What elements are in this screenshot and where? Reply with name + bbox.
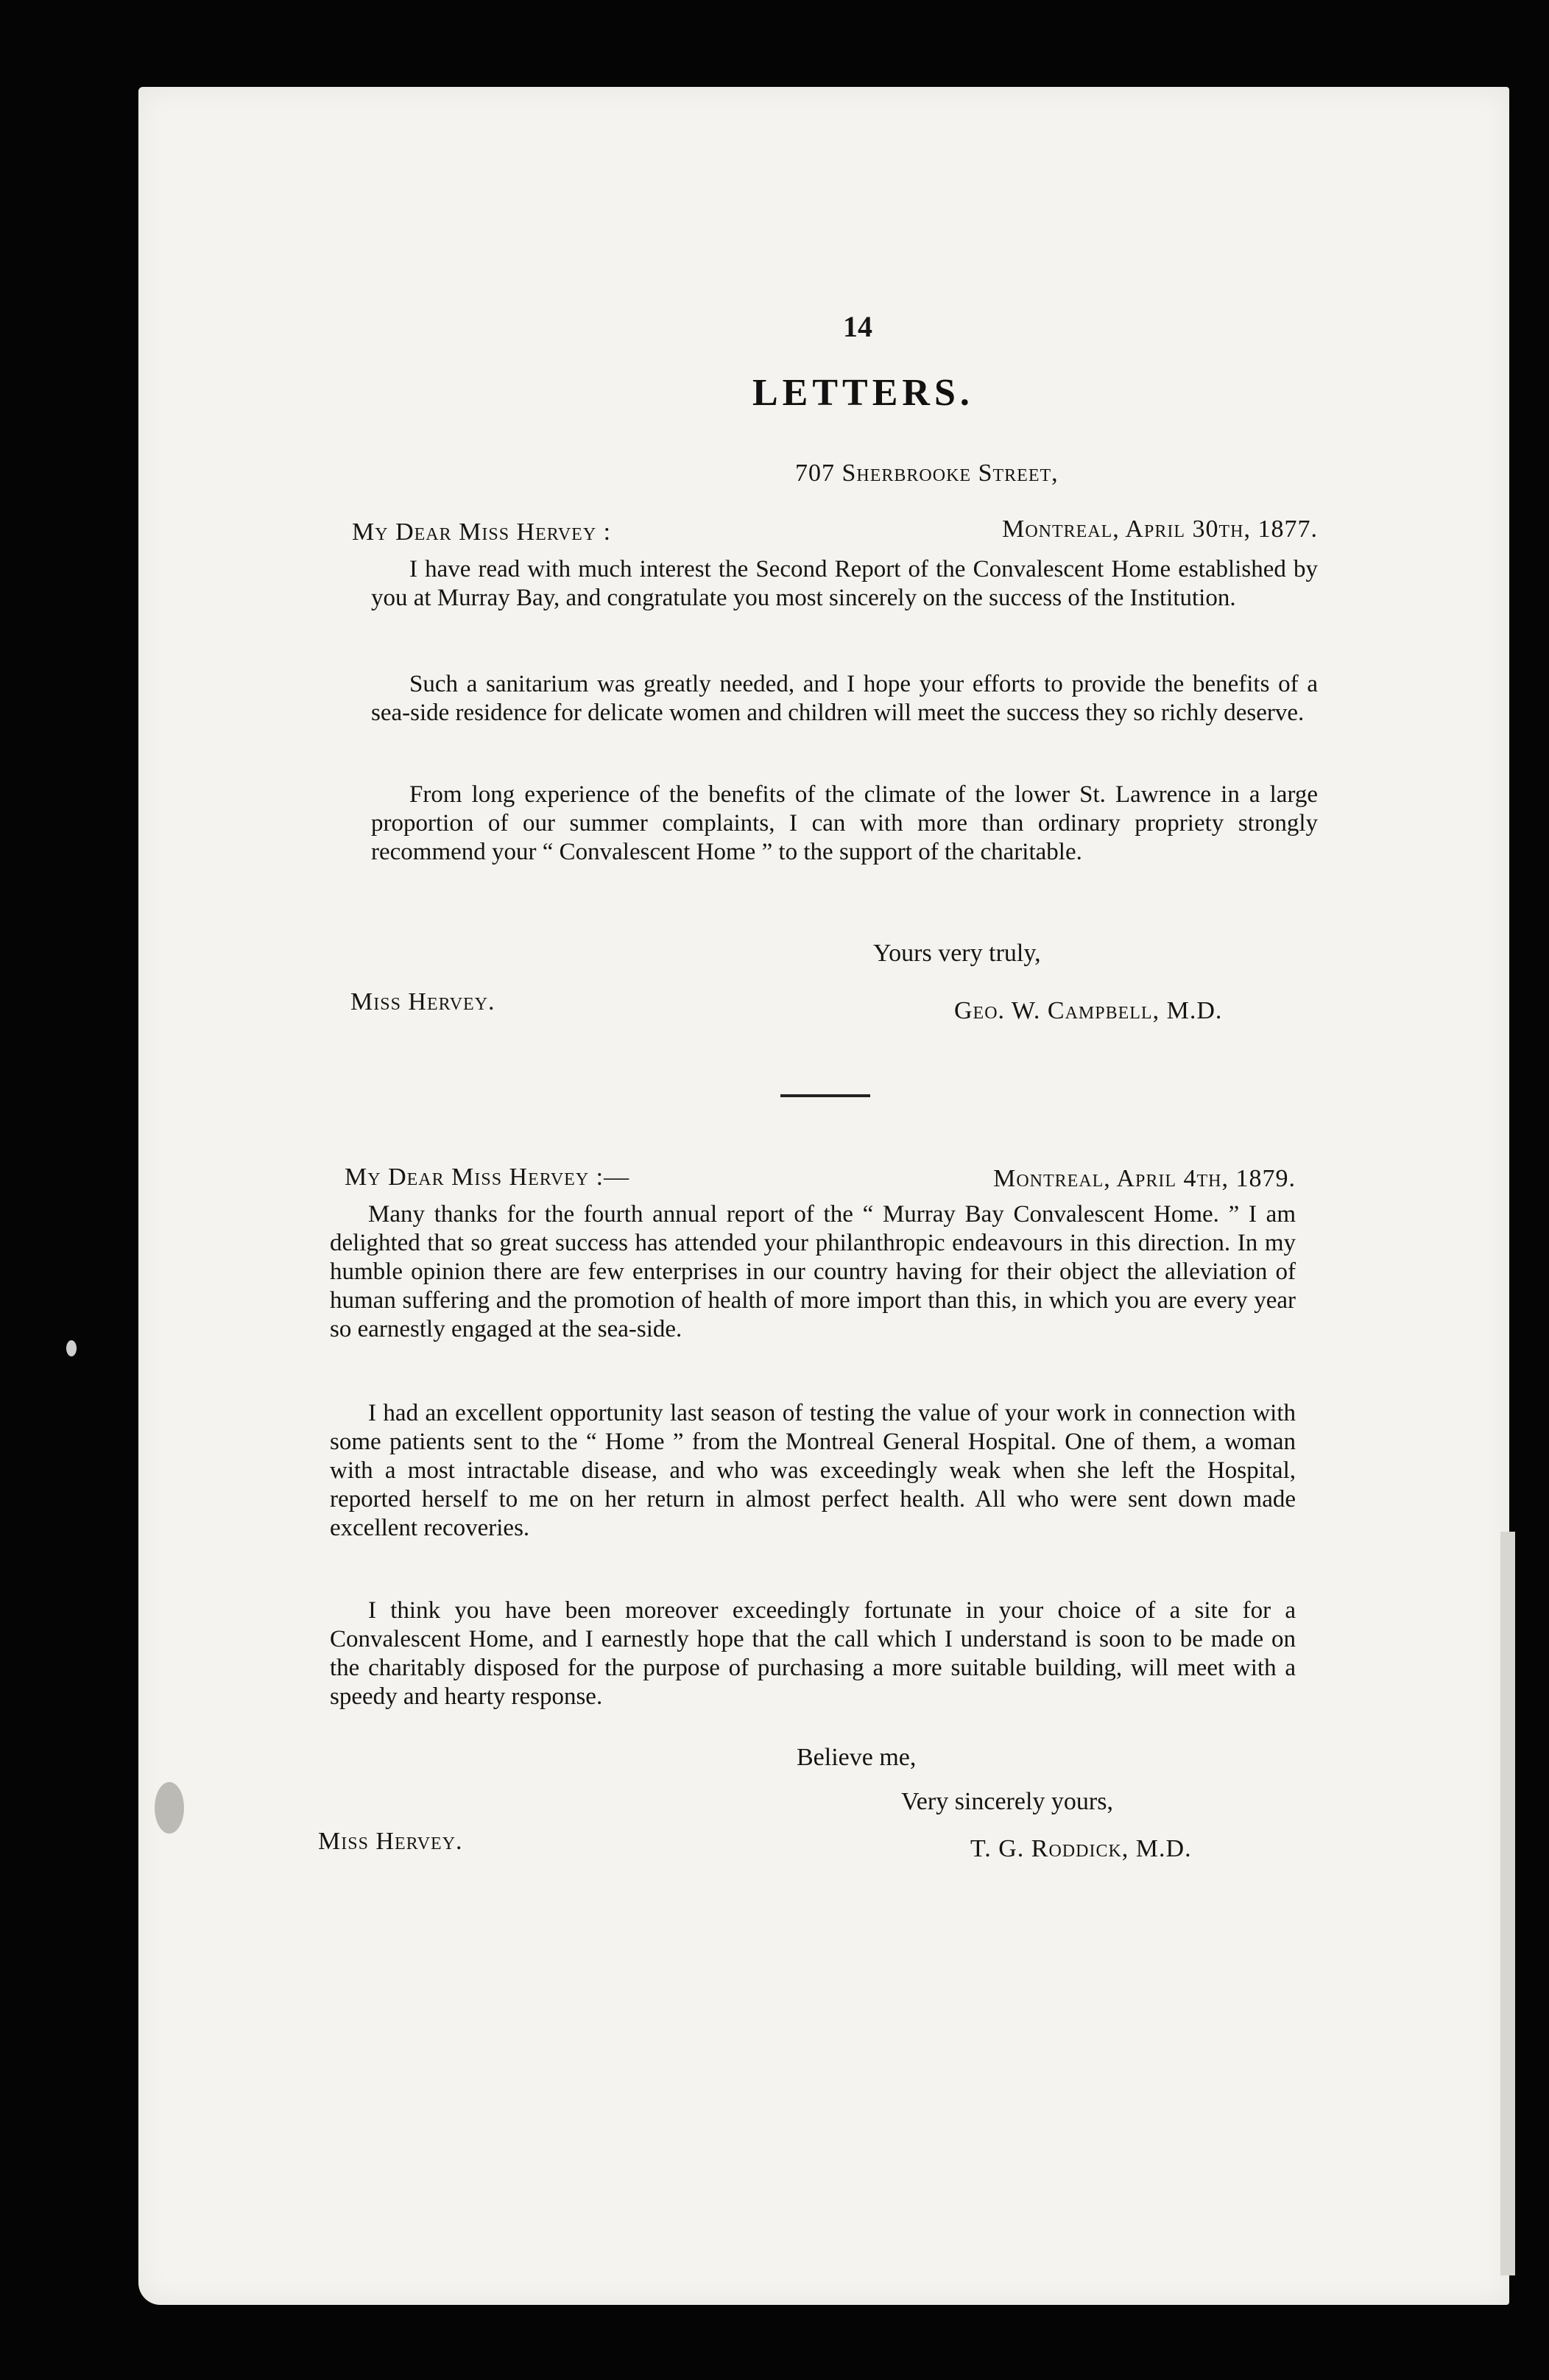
letter-divider bbox=[780, 1094, 870, 1097]
letter1-salutation: My Dear Miss Hervey : bbox=[352, 518, 612, 546]
letter2-salutation: My Dear Miss Hervey :— bbox=[345, 1163, 630, 1191]
letter1-address: 707 Sherbrooke Street, bbox=[795, 460, 1059, 487]
page-number: 14 bbox=[843, 310, 872, 343]
paper-speck bbox=[155, 1782, 184, 1834]
page-heading: LETTERS. bbox=[752, 372, 974, 414]
letter1-place-date: Montreal, April 30th, 1877. bbox=[1002, 515, 1318, 543]
adjacent-page-edge bbox=[1500, 1532, 1515, 2275]
paper-page bbox=[138, 87, 1509, 2305]
letter1-addressee: Miss Hervey. bbox=[350, 988, 495, 1015]
letter2-closing-1: Believe me, bbox=[797, 1744, 917, 1771]
letter2-signature: T. G. Roddick, M.D. bbox=[970, 1835, 1192, 1862]
paper-speck bbox=[66, 1340, 77, 1356]
letter2-paragraph-1: Many thanks for the fourth annual report of the “ Murray Bay Convalescent Home. ” I am delighted that so great success has attended your philanthropic endeavours in this direction. In my humble opinion there are few enterprises in our country having for their object the alleviation of human suffering and the promotion of health of more import than this, in which you are every year so earnestly engaged at the sea-side. bbox=[330, 1201, 1296, 1342]
letter2-paragraph-2: I had an excellent opportunity last season of testing the value of your work in connection with some patients sent to the “ Home ” from the Montreal General Hospital. One of them, a woman with a most intractable disease, and who was exceedingly weak when she left the Hospital, reported herself to me on her return in almost perfect health. All who were sent down made excellent recoveries. bbox=[330, 1400, 1296, 1541]
letter2-paragraph-3: I think you have been moreover exceedingly fortunate in your choice of a site for a Convalescent Home, and I earnestly hope that the call which I understand is soon to be made on the charitably disposed for the purpose of purchasing a more suitable building, will meet with a speedy and hearty response. bbox=[330, 1597, 1296, 1710]
letter1-closing: Yours very truly, bbox=[873, 940, 1041, 967]
letter2-addressee: Miss Hervey. bbox=[318, 1828, 463, 1855]
letter2-place-date: Montreal, April 4th, 1879. bbox=[993, 1165, 1296, 1192]
letter1-paragraph-3: From long experience of the benefits of the climate of the lower St. Lawrence in a large proportion of our summer complaints, I can with more than ordinary propriety strongly recommend your “ Convalescent Home ” to the support of the charitable. bbox=[371, 781, 1318, 865]
letter1-paragraph-1: I have read with much interest the Second Report of the Convalescent Home established by you at Murray Bay, and congratulate you most sincerely on the success of the Institution. bbox=[371, 556, 1318, 611]
letter2-closing-2: Very sincerely yours, bbox=[901, 1788, 1113, 1815]
letter1-signature: Geo. W. Campbell, M.D. bbox=[954, 997, 1223, 1024]
letter1-paragraph-2: Such a sanitarium was greatly needed, and I hope your efforts to provide the benefits of a sea-side residence for delicate women and children will meet the success they so richly deserve. bbox=[371, 671, 1318, 726]
